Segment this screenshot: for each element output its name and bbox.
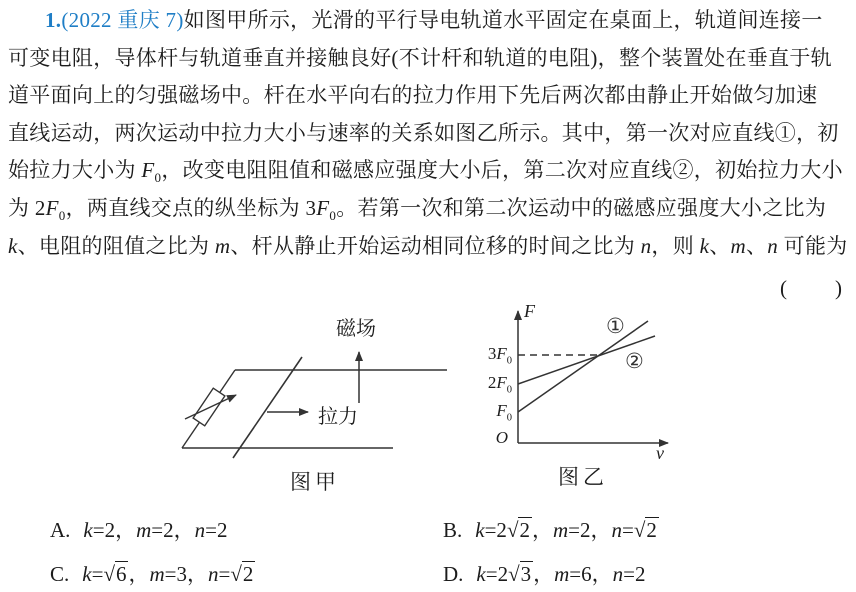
option-d xyxy=(443,558,645,588)
question-text xyxy=(8,2,854,265)
origin-label: O xyxy=(495,428,508,447)
option-b xyxy=(443,514,659,544)
option-d-math: k=2√3，m=6，n=2 xyxy=(476,562,646,586)
option-d-label: D. xyxy=(443,562,464,586)
tick-f0: $F_0$ xyxy=(496,401,512,424)
option-b-math: k=2√2，m=2，n=√2 xyxy=(475,518,657,542)
figure-yi-caption: 图乙 xyxy=(558,465,608,489)
tick-3f0: $3F_0$ xyxy=(487,344,512,367)
y-axis-label: F xyxy=(524,301,535,321)
question-line: k、电阻的阻值之比为 m、杆从静止开始运动相同位移的时间之比为 n，则 k、m、n 可能为 xyxy=(8,233,848,258)
option-c-label: C. xyxy=(50,562,70,586)
line2-badge: ② xyxy=(625,349,644,373)
question-line: 为 $2F_0$，两直线交点的纵坐标为 $3F_0$。若第一次和第二次运动中的磁感应强度大小之比为 xyxy=(8,195,827,224)
conductor-rod xyxy=(233,357,302,458)
option-c-math: k=√6，m=3，n=√2 xyxy=(82,562,254,586)
question-line: 道平面向上的匀强磁场中。杆在水平向右的拉力作用下先后两次都由静止开始做匀加速 xyxy=(8,83,818,108)
figure-yi xyxy=(470,295,690,490)
line1-badge: ① xyxy=(606,314,625,338)
question-line: 始拉力大小为 $F_0$，改变电阻阻值和磁感应强度大小后，第二次对应直线②，初始拉力大小 xyxy=(8,158,843,186)
question-source: (2022 重庆 7) xyxy=(61,8,184,32)
option-a-label: A. xyxy=(50,518,71,542)
question-line: 直线运动，两次运动中拉力大小与速率的关系如图乙所示。其中，第一次对应直线①，初 xyxy=(8,120,839,145)
tick-2f0: $2F_0$ xyxy=(487,373,512,396)
figure-jia xyxy=(150,300,470,495)
answer-blank: ( ) xyxy=(780,276,844,300)
magnetic-field-label: 磁场 xyxy=(336,318,376,340)
option-b-label: B. xyxy=(443,518,463,542)
x-axis-label: v xyxy=(656,443,664,463)
option-c xyxy=(50,558,255,588)
question-line: 可变电阻，导体杆与轨道垂直并接触良好(不计杆和轨道的电阻)，整个装置处在垂直于轨 xyxy=(8,45,832,70)
option-a-math: k=2，m=2，n=2 xyxy=(83,518,228,542)
figure-jia-caption: 图甲 xyxy=(290,470,340,494)
question-line-text: 如图甲所示，光滑的平行导电轨道水平固定在桌面上，轨道间连接一 xyxy=(183,8,823,32)
option-a xyxy=(50,514,227,544)
pulling-force-label: 拉力 xyxy=(318,406,358,428)
question-number: 1. xyxy=(45,8,62,32)
question-line xyxy=(8,2,854,40)
circuit-diagram xyxy=(150,300,470,470)
